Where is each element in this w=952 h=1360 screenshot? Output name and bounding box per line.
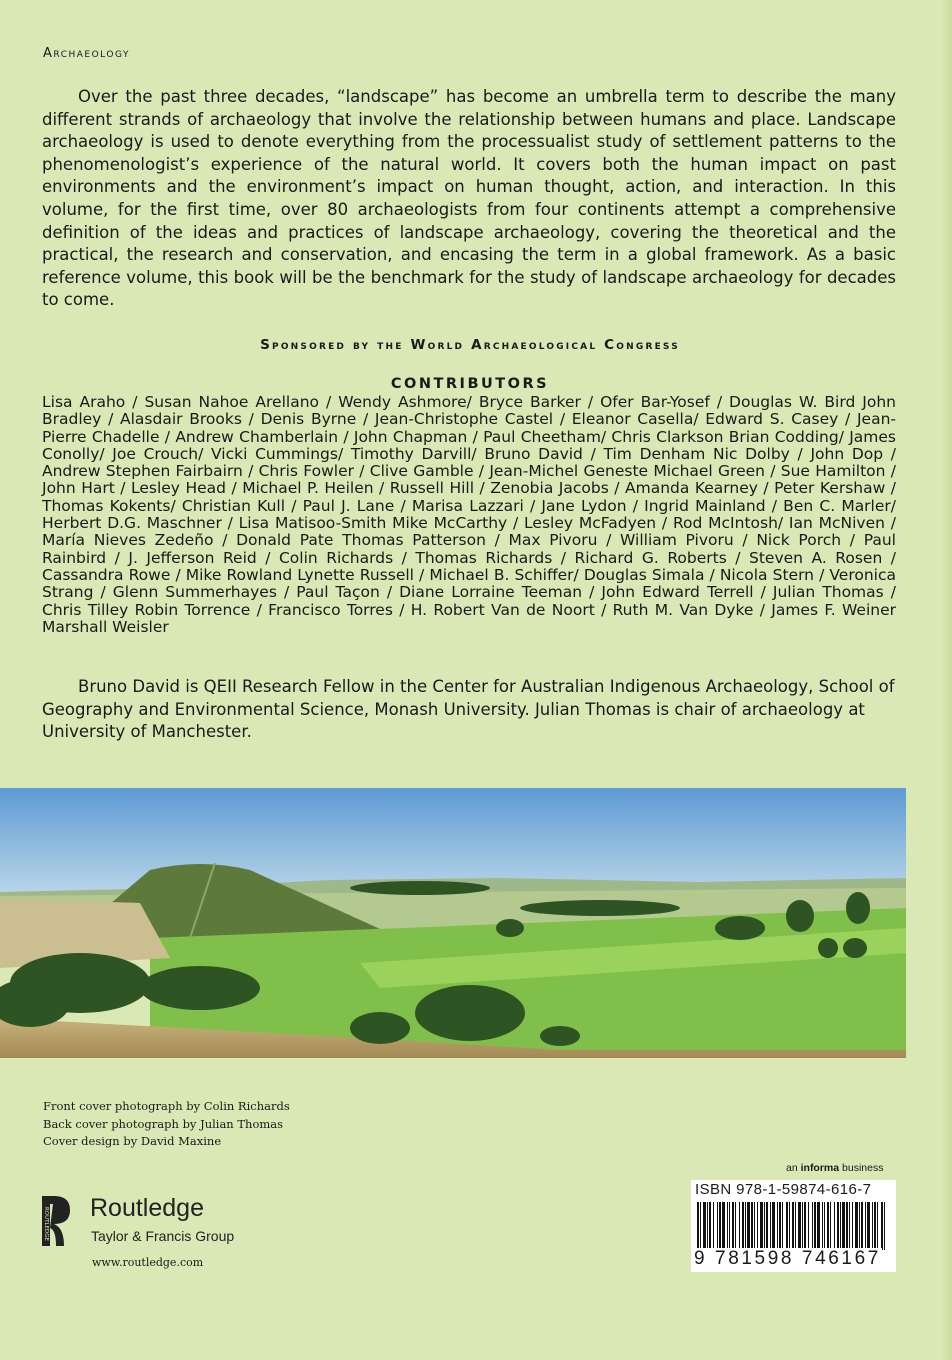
barcode-bar <box>713 1202 714 1250</box>
barcode-bar <box>795 1202 796 1250</box>
barcode-bar <box>772 1202 775 1250</box>
barcode-bar <box>808 1202 809 1250</box>
barcode-bar <box>786 1202 788 1250</box>
contributors-heading: CONTRIBUTORS <box>390 376 550 392</box>
barcode-bar <box>877 1202 878 1250</box>
barcode-bar <box>802 1202 803 1250</box>
barcode-bar <box>709 1202 711 1250</box>
barcode-bar <box>849 1202 850 1250</box>
barcode-bar <box>719 1202 721 1250</box>
publisher-name: Routledge <box>90 1194 204 1222</box>
barcode-bar <box>735 1202 736 1250</box>
barcode-bar <box>717 1202 718 1250</box>
barcode-bar <box>798 1202 801 1250</box>
barcode-bar <box>824 1202 825 1250</box>
barcode-bar <box>830 1202 831 1250</box>
photo-credits <box>43 1098 290 1151</box>
barcode-bar <box>697 1202 699 1250</box>
barcode-bar <box>867 1202 870 1250</box>
barcode-bar <box>739 1202 740 1250</box>
barcode-bar <box>834 1202 835 1250</box>
barcode-digits: 9 781598 746167 <box>694 1248 881 1269</box>
informa-prefix: an <box>786 1162 798 1174</box>
barcode-bar <box>861 1202 863 1250</box>
barcode-bar <box>837 1202 839 1250</box>
book-blurb: Over the past three decades, “landscape” has become an umbrella term to describe the many different strands of archaeology that involve the relationship between humans and place. Landscape archaeology is used to denote everything from the processualist study of settlement patterns to the phenomenologist’s experience of the natural world. It covers both the human impact on past environments and the environment’s impact on human thought, action, and interaction. In this volume, for the first time, over 80 archaeologists from four continents attempt a comprehensive definition of the ideas and practices of landscape archaeology, covering the theoretical and the practical, the research and conservation, and encasing the term in a global framework. As a basic reference volume, this book will be the benchmark for the study of landscape archaeology for decades to come. <box>42 87 896 310</box>
back-cover-credit: Back cover photograph by Julian Thomas <box>43 1116 284 1131</box>
barcode-bar <box>779 1202 781 1250</box>
barcode-bar <box>789 1202 790 1250</box>
barcode-bar <box>812 1202 813 1250</box>
barcode-bar <box>782 1202 783 1250</box>
informa-suffix: business <box>842 1162 884 1174</box>
barcode-bar <box>814 1202 816 1250</box>
barcode-bar <box>700 1202 701 1250</box>
category-label: Archaeology <box>43 46 130 61</box>
informa-brand: informa <box>800 1162 840 1174</box>
barcode-bar <box>884 1202 885 1250</box>
barcode-bar <box>707 1202 708 1250</box>
informa-tagline <box>786 1162 884 1174</box>
barcode-bar <box>764 1202 765 1250</box>
barcode-bar <box>742 1202 744 1250</box>
logo-vertical-text: ROUTLEDGE <box>43 1206 49 1242</box>
barcode-bar <box>855 1202 858 1250</box>
barcode-bar <box>865 1202 866 1250</box>
routledge-logo-icon <box>40 1194 82 1248</box>
barcode-bar <box>817 1202 820 1250</box>
barcode-bar <box>822 1202 823 1250</box>
barcode-bar <box>881 1202 883 1250</box>
barcode-bar <box>792 1202 794 1250</box>
barcode-bars <box>691 1202 896 1252</box>
barcode-bar <box>722 1202 725 1250</box>
authors-bio: Bruno David is QEII Research Fellow in the Center for Australian Indigenous Archaeology, School of Geography and Environmental Science, Monash University. Julian Thomas is chair of archaeology at University of Manchester. <box>42 677 895 742</box>
barcode-bar <box>874 1202 876 1250</box>
barcode-bar <box>747 1202 750 1250</box>
front-cover-credit: Front cover photograph by Colin Richards <box>43 1099 290 1113</box>
barcode-bar <box>751 1202 753 1250</box>
spine-shade <box>942 0 952 1360</box>
barcode-bar <box>727 1202 728 1250</box>
barcode-bar <box>760 1202 763 1250</box>
barcode-bar <box>745 1202 746 1250</box>
barcode-bar <box>754 1202 755 1250</box>
barcode-bar <box>757 1202 758 1250</box>
barcode-bar <box>842 1202 845 1250</box>
barcode-bar <box>859 1202 860 1250</box>
publisher-url: www.routledge.com <box>92 1256 204 1269</box>
publisher-block <box>40 1192 300 1252</box>
barcode-bar <box>872 1202 873 1250</box>
cover-design-credit: Cover design by David Maxine <box>43 1134 222 1148</box>
isbn-barcode <box>691 1180 896 1272</box>
barcode-bar <box>852 1202 853 1250</box>
sponsor-line: Sponsored by the World Archaeological Congress <box>260 337 680 353</box>
barcode-bar <box>703 1202 706 1250</box>
barcode-bar <box>827 1202 829 1250</box>
barcode-bar <box>804 1202 806 1250</box>
barcode-bar <box>846 1202 848 1250</box>
barcode-bar <box>766 1202 768 1250</box>
barcode-bar <box>840 1202 841 1250</box>
contributors-list: Lisa Araho / Susan Nahoe Arellano / Wendy Ashmore/ Bryce Barker / Ofer Bar-Yosef / Douglas W. Bird John Bradley / Alasdair Brooks / Denis Byrne / Jean-Christophe Castel / Eleanor Casella/ Edward S. Casey / Jean-Pierre Chadelle / Andrew Chamberlain / John Chapman / Paul Cheetham/ Chris Clarkson Brian Codding/ James Conolly/ Joe Crouch/ Vicki Cummings/ Timothy Darvill/ Bruno David / Tim Denham Nic Dolby / John Dop / Andrew Stephen Fairbairn / Chris Fowler / Clive Gamble / Jean-Michel Geneste Michael Green / Sue Hamilton / John Hart / Lesley Head / Michael P. Heilen / Russell Hill / Zenobia Jacobs / Amanda Kearney / Peter Kershaw / Thomas Kokents/ Christian Kull / Paul J. Lane / Marisa Lazzari / Jane Lydon / Ingrid Mainland / Ben C. Marler/ Herbert D.G. Maschner / Lisa Matisoo-Smith Mike McCarthy / Lesley McFadyen / Rod McIntosh/ Ian McNiven / María Nieves Zedeño / Donald Pate Thomas Patterson / Max Pivoru / William Pivoru / Nick Porch / Paul Rainbird / J. Jefferson Reid / Colin Richards / Thomas Richards / Richard G. Roberts / Steven A. Rosen / Cassandra Rowe / Mike Rowland Lynette Russell / Michael B. Schiffer/ Douglas Simala / Nicola Stern / Veronica Strang / Glenn Summerhayes / Paul Taçon / Diane Lorraine Teeman / John Edward Terrell / Julian Thomas / Chris Tilley Robin Torrence / Francisco Torres / H. Robert Van de Noort / Ruth M. Van Dyke / James F. Weiner Marshall Weisler <box>42 393 896 636</box>
barcode-bar <box>770 1202 771 1250</box>
barcode-bar <box>732 1202 734 1250</box>
publisher-group: Taylor & Francis Group <box>91 1228 235 1244</box>
barcode-bar <box>777 1202 778 1250</box>
barcode-bar <box>729 1202 730 1250</box>
isbn-label: ISBN 978-1-59874-616-7 <box>695 1181 872 1198</box>
landscape-photo <box>0 788 906 1058</box>
